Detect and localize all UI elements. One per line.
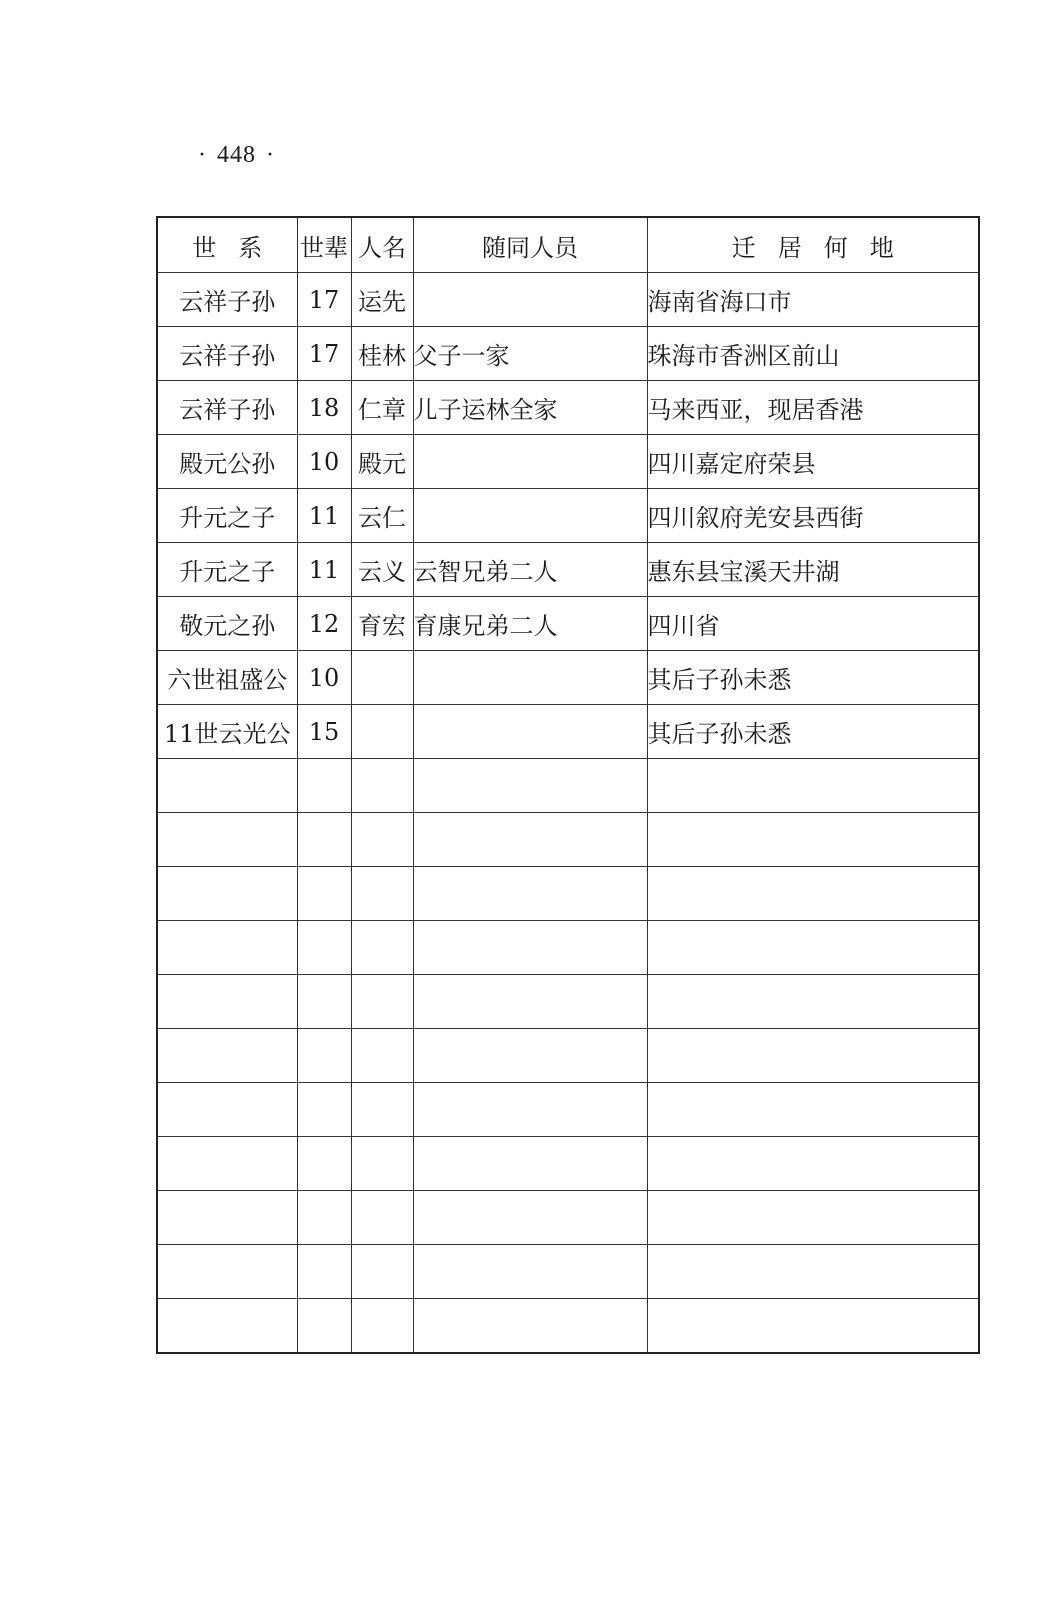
table-row [157,597,979,651]
cell-lineage [157,975,297,1029]
cell-companions: 儿子运林全家 [413,381,647,435]
cell-companions [413,489,647,543]
page-number-right-dot: · [266,142,275,168]
cell-name: 殿元 [351,435,413,489]
cell-generation: 17 [297,327,351,381]
cell-name [351,759,413,813]
table-row [157,327,979,381]
table-row [157,759,979,813]
cell-companions [413,705,647,759]
cell-generation [297,1191,351,1245]
cell-companions [413,651,647,705]
cell-generation: 11 [297,489,351,543]
cell-lineage [157,867,297,921]
table-body [157,273,979,1354]
cell-generation [297,975,351,1029]
cell-generation: 11 [297,543,351,597]
cell-name [351,1245,413,1299]
cell-companions [413,1299,647,1354]
cell-companions [413,1083,647,1137]
cell-generation: 10 [297,435,351,489]
cell-name: 桂林 [351,327,413,381]
cell-companions [413,1137,647,1191]
cell-place [647,1299,979,1354]
cell-companions [413,867,647,921]
table-row [157,381,979,435]
cell-lineage: 敬元之孙 [157,597,297,651]
table-row [157,435,979,489]
cell-name: 育宏 [351,597,413,651]
cell-companions [413,1245,647,1299]
table-row [157,651,979,705]
page-number-value: 448 [217,142,256,168]
cell-place: 四川叙府羌安县西街 [647,489,979,543]
cell-lineage: 云祥子孙 [157,273,297,327]
cell-name: 仁章 [351,381,413,435]
cell-place [647,867,979,921]
cell-lineage: 六世祖盛公 [157,651,297,705]
cell-place [647,921,979,975]
cell-name [351,1029,413,1083]
table-row [157,1299,979,1354]
cell-place [647,813,979,867]
cell-place: 马来西亚，现居香港 [647,381,979,435]
migration-register-table [156,216,980,1354]
header-generation: 世辈 [297,217,351,273]
cell-generation: 15 [297,705,351,759]
cell-lineage [157,1191,297,1245]
cell-generation [297,921,351,975]
cell-companions [413,1191,647,1245]
cell-place: 惠东县宝溪天井湖 [647,543,979,597]
table-row [157,1245,979,1299]
cell-companions [413,435,647,489]
cell-place: 其后子孙未悉 [647,705,979,759]
cell-name: 云仁 [351,489,413,543]
table-row [157,705,979,759]
cell-name [351,1083,413,1137]
cell-generation [297,1083,351,1137]
header-name: 人名 [351,217,413,273]
cell-companions [413,1029,647,1083]
cell-place [647,975,979,1029]
table-row [157,1029,979,1083]
cell-generation: 12 [297,597,351,651]
cell-name [351,1191,413,1245]
cell-name [351,975,413,1029]
table-row [157,1083,979,1137]
cell-name [351,651,413,705]
cell-name [351,813,413,867]
cell-name [351,1137,413,1191]
cell-name [351,867,413,921]
cell-companions [413,759,647,813]
header-companions: 随同人员 [413,217,647,273]
cell-lineage: 升元之子 [157,543,297,597]
cell-lineage [157,1299,297,1354]
header-place: 迁居何地 [647,217,979,273]
cell-lineage: 升元之子 [157,489,297,543]
cell-lineage [157,813,297,867]
cell-companions: 父子一家 [413,327,647,381]
cell-generation: 18 [297,381,351,435]
cell-lineage: 殿元公孙 [157,435,297,489]
cell-place: 四川省 [647,597,979,651]
cell-generation: 17 [297,273,351,327]
table-row [157,543,979,597]
cell-generation [297,1029,351,1083]
cell-lineage [157,921,297,975]
cell-lineage [157,1245,297,1299]
cell-generation: 10 [297,651,351,705]
cell-name [351,1299,413,1354]
cell-companions [413,975,647,1029]
cell-companions: 育康兄弟二人 [413,597,647,651]
cell-place [647,1137,979,1191]
cell-generation [297,813,351,867]
cell-companions [413,813,647,867]
cell-name [351,705,413,759]
cell-generation [297,867,351,921]
cell-place: 海南省海口市 [647,273,979,327]
cell-lineage: 云祥子孙 [157,381,297,435]
table-row [157,867,979,921]
table-row [157,921,979,975]
cell-lineage [157,1083,297,1137]
cell-name: 运先 [351,273,413,327]
cell-companions: 云智兄弟二人 [413,543,647,597]
cell-lineage: 云祥子孙 [157,327,297,381]
table-row [157,273,979,327]
page-number-left-dot: · [198,142,207,168]
cell-generation [297,1299,351,1354]
page-number [188,142,285,169]
cell-place [647,1083,979,1137]
table-row [157,1191,979,1245]
cell-lineage [157,759,297,813]
table-row [157,813,979,867]
cell-place [647,759,979,813]
cell-generation [297,1137,351,1191]
table-header-row [157,217,979,273]
cell-companions [413,921,647,975]
cell-place: 四川嘉定府荣县 [647,435,979,489]
cell-place [647,1029,979,1083]
cell-place: 珠海市香洲区前山 [647,327,979,381]
cell-lineage [157,1137,297,1191]
cell-companions [413,273,647,327]
cell-lineage [157,1029,297,1083]
table-row [157,975,979,1029]
table-row [157,1137,979,1191]
cell-name: 云义 [351,543,413,597]
cell-place [647,1245,979,1299]
cell-name [351,921,413,975]
cell-generation [297,759,351,813]
cell-generation [297,1245,351,1299]
header-lineage: 世系 [157,217,297,273]
cell-lineage: 11世云光公 [157,705,297,759]
table-row [157,489,979,543]
cell-place: 其后子孙未悉 [647,651,979,705]
cell-place [647,1191,979,1245]
